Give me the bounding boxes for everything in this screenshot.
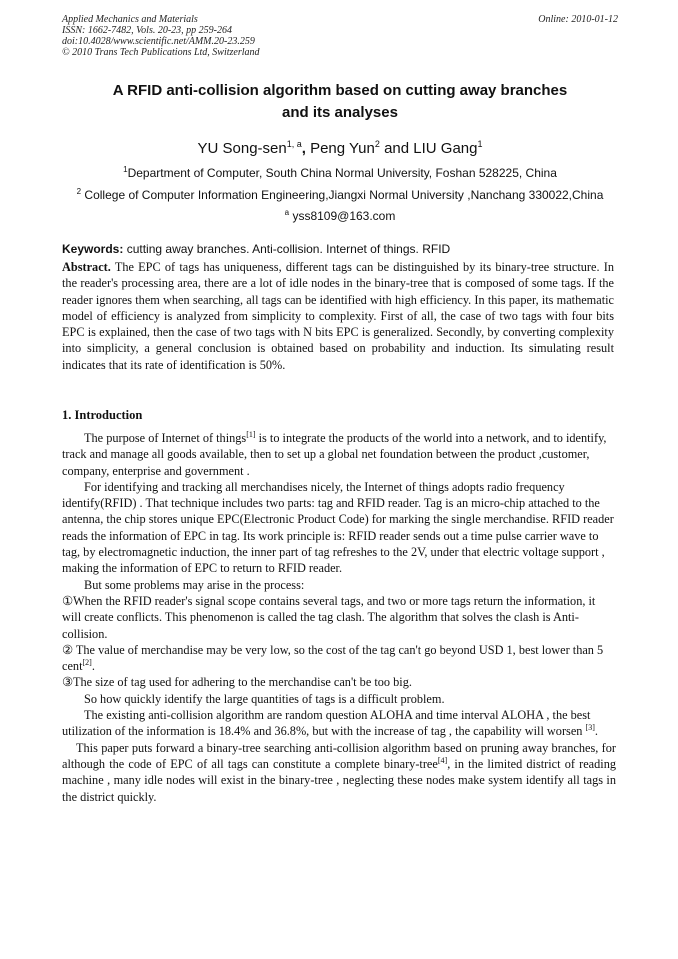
paper-title [62, 80, 618, 124]
section-heading-introduction: 1. Introduction [62, 408, 143, 422]
author-liu-affil: 1 [477, 139, 483, 149]
journal-name: Applied Mechanics and Materials [62, 14, 198, 25]
intro-p5-text-a: The existing anti-collision algorithm are random question ALOHA and time interval ALOHA , the best utilization of the information is 18.4% and 36.8%, but with the increase of tag , the capability will worsen [62, 708, 591, 739]
keywords [62, 242, 618, 257]
online-date: Online: 2010-01-12 [538, 14, 618, 25]
copyright-line: © 2010 Trans Tech Publications Ltd, Switzerland [62, 47, 260, 58]
intro-paragraph-6 [62, 740, 616, 805]
intro-paragraph-5 [62, 707, 616, 740]
title-line-1: A RFID anti-collision algorithm based on cutting away branches [112, 82, 568, 99]
author-yu: YU Song-sen [197, 140, 287, 157]
author-peng-affil: 2 [374, 139, 380, 149]
problem-item-2 [62, 642, 616, 675]
abstract-text: The EPC of tags has uniqueness, different tags can be distinguished by its binary-tree structure. In the reader's processing area, there are a lot of idle nodes in the binary-tree that is composed of some tags. If the reader ignores them when searching, all tags can be identified with high efficiency. In this paper, its mathematic model of efficiency is analyzed from simplicity to complexity. First of all, the case of two tags with four bits EPC is explained, then the case of two tags with N bits EPC is generalized. Secondly, by converting complexity into simplicity, a general conclusion is obtained based on probability and induction. Its simulating result indicates that its rate of identification is 50%. [62, 260, 614, 372]
title-line-2: and its analyses [282, 104, 398, 121]
author-conjunction: and [384, 140, 410, 157]
intro-paragraph-1 [62, 430, 616, 479]
keywords-label: Keywords: [62, 242, 124, 256]
problem-item-2-text: ② The value of merchandise may be very low, so the cost of the tag can't go beyond USD 1, best lower than 5 cent [62, 642, 604, 674]
affiliation-2-text: College of Computer Information Engineering,Jiangxi Normal University ,Nanchang 330022,China [84, 188, 604, 202]
citation-2[interactable]: [2] [82, 658, 92, 668]
intro-p1-text-b: is to integrate the products of the world into a network, and to identify, track and manage all goods available, then to set up a global net foundation between the product ,customer, company, enterprise and government . [62, 431, 607, 478]
abstract-label: Abstract. [62, 260, 111, 274]
problem-item-2-end: . [91, 659, 95, 674]
citation-3[interactable]: [3] [585, 723, 595, 733]
problem-item-3: ③The size of tag used for adhering to the merchandise can't be too big. [62, 675, 412, 690]
abstract [62, 259, 614, 373]
author-email [62, 205, 618, 224]
intro-paragraph-3: But some problems may arise in the process: [84, 577, 305, 592]
author-peng: Peng Yun [310, 140, 375, 157]
author-list: YU Song-sen$^{1, a}$, Peng Yun$^2$ and LIU Gang$^1$ [197, 139, 483, 157]
issn-line: ISSN: 1662-7482, Vols. 20-23, pp 259-264 [62, 25, 232, 36]
intro-p1-text-a: The purpose of Internet of things [84, 431, 247, 445]
intro-paragraph-4: So how quickly identify the large quantities of tags is a difficult problem. [84, 691, 445, 706]
affiliation-1-mark: 1 [123, 165, 128, 174]
intro-p5-end: . [594, 724, 598, 739]
problem-item-1: ①When the RFID reader's signal scope contains several tags, and two or more tags return the information, it will create conflicts. This phenomenon is called the tag clash. The algorithm that solves the clash is Anti-collision. [62, 593, 596, 641]
journal-header [62, 14, 618, 58]
intro-paragraph-2: For identifying and tracking all merchandises nicely, the Internet of things adopts radio frequency identify(RFID) . That technique includes two parts: tag and RFID reader. Tag is an micro-chip attached to the antenna, the chip stores unique EPC(Electronic Product Code) for marking the single merchandise. RFID reader reads the information of EPC in tag. Its work principle is: RFID reader sends out a time pulse carrier wave to tag, by electromagnetic induction, the inner part of tag refreshes to the 2V, under that electric voltage support , making the information of EPC to return to RFID reader. [62, 479, 614, 576]
affiliation-1 [62, 162, 618, 181]
affiliation-2-mark: 2 [76, 187, 82, 196]
citation-1[interactable]: [1] [246, 429, 256, 439]
intro-p6-text-a: This paper puts forward a binary-tree searching anti-collision algorithm based on pruning away branches, for although the code of EPC of all tags can constitute a complete binary-tree [62, 740, 616, 771]
affiliation-2 [64, 184, 616, 203]
doi-line[interactable]: doi:10.4028/www.scientific.net/AMM.20-23.259 [62, 36, 255, 47]
citation-4[interactable]: [4] [437, 755, 448, 765]
author-yu-affil: 1, a [286, 139, 302, 149]
author-liu: LIU Gang [413, 140, 478, 157]
introduction-body [62, 430, 616, 805]
email-mark: a [284, 208, 290, 217]
keywords-text: cutting away branches. Anti-collision. Internet of things. RFID [126, 242, 451, 256]
intro-p6-text-b: , in the limited district of reading machine , many idle nodes will exist in the binary-tree , neglecting these nodes make system identify all tags in the district quickly. [62, 756, 617, 804]
email-address[interactable]: yss8109@163.com [292, 209, 396, 223]
affiliation-1-text: Department of Computer, South China Normal University, Foshan 528225, China [127, 166, 557, 180]
